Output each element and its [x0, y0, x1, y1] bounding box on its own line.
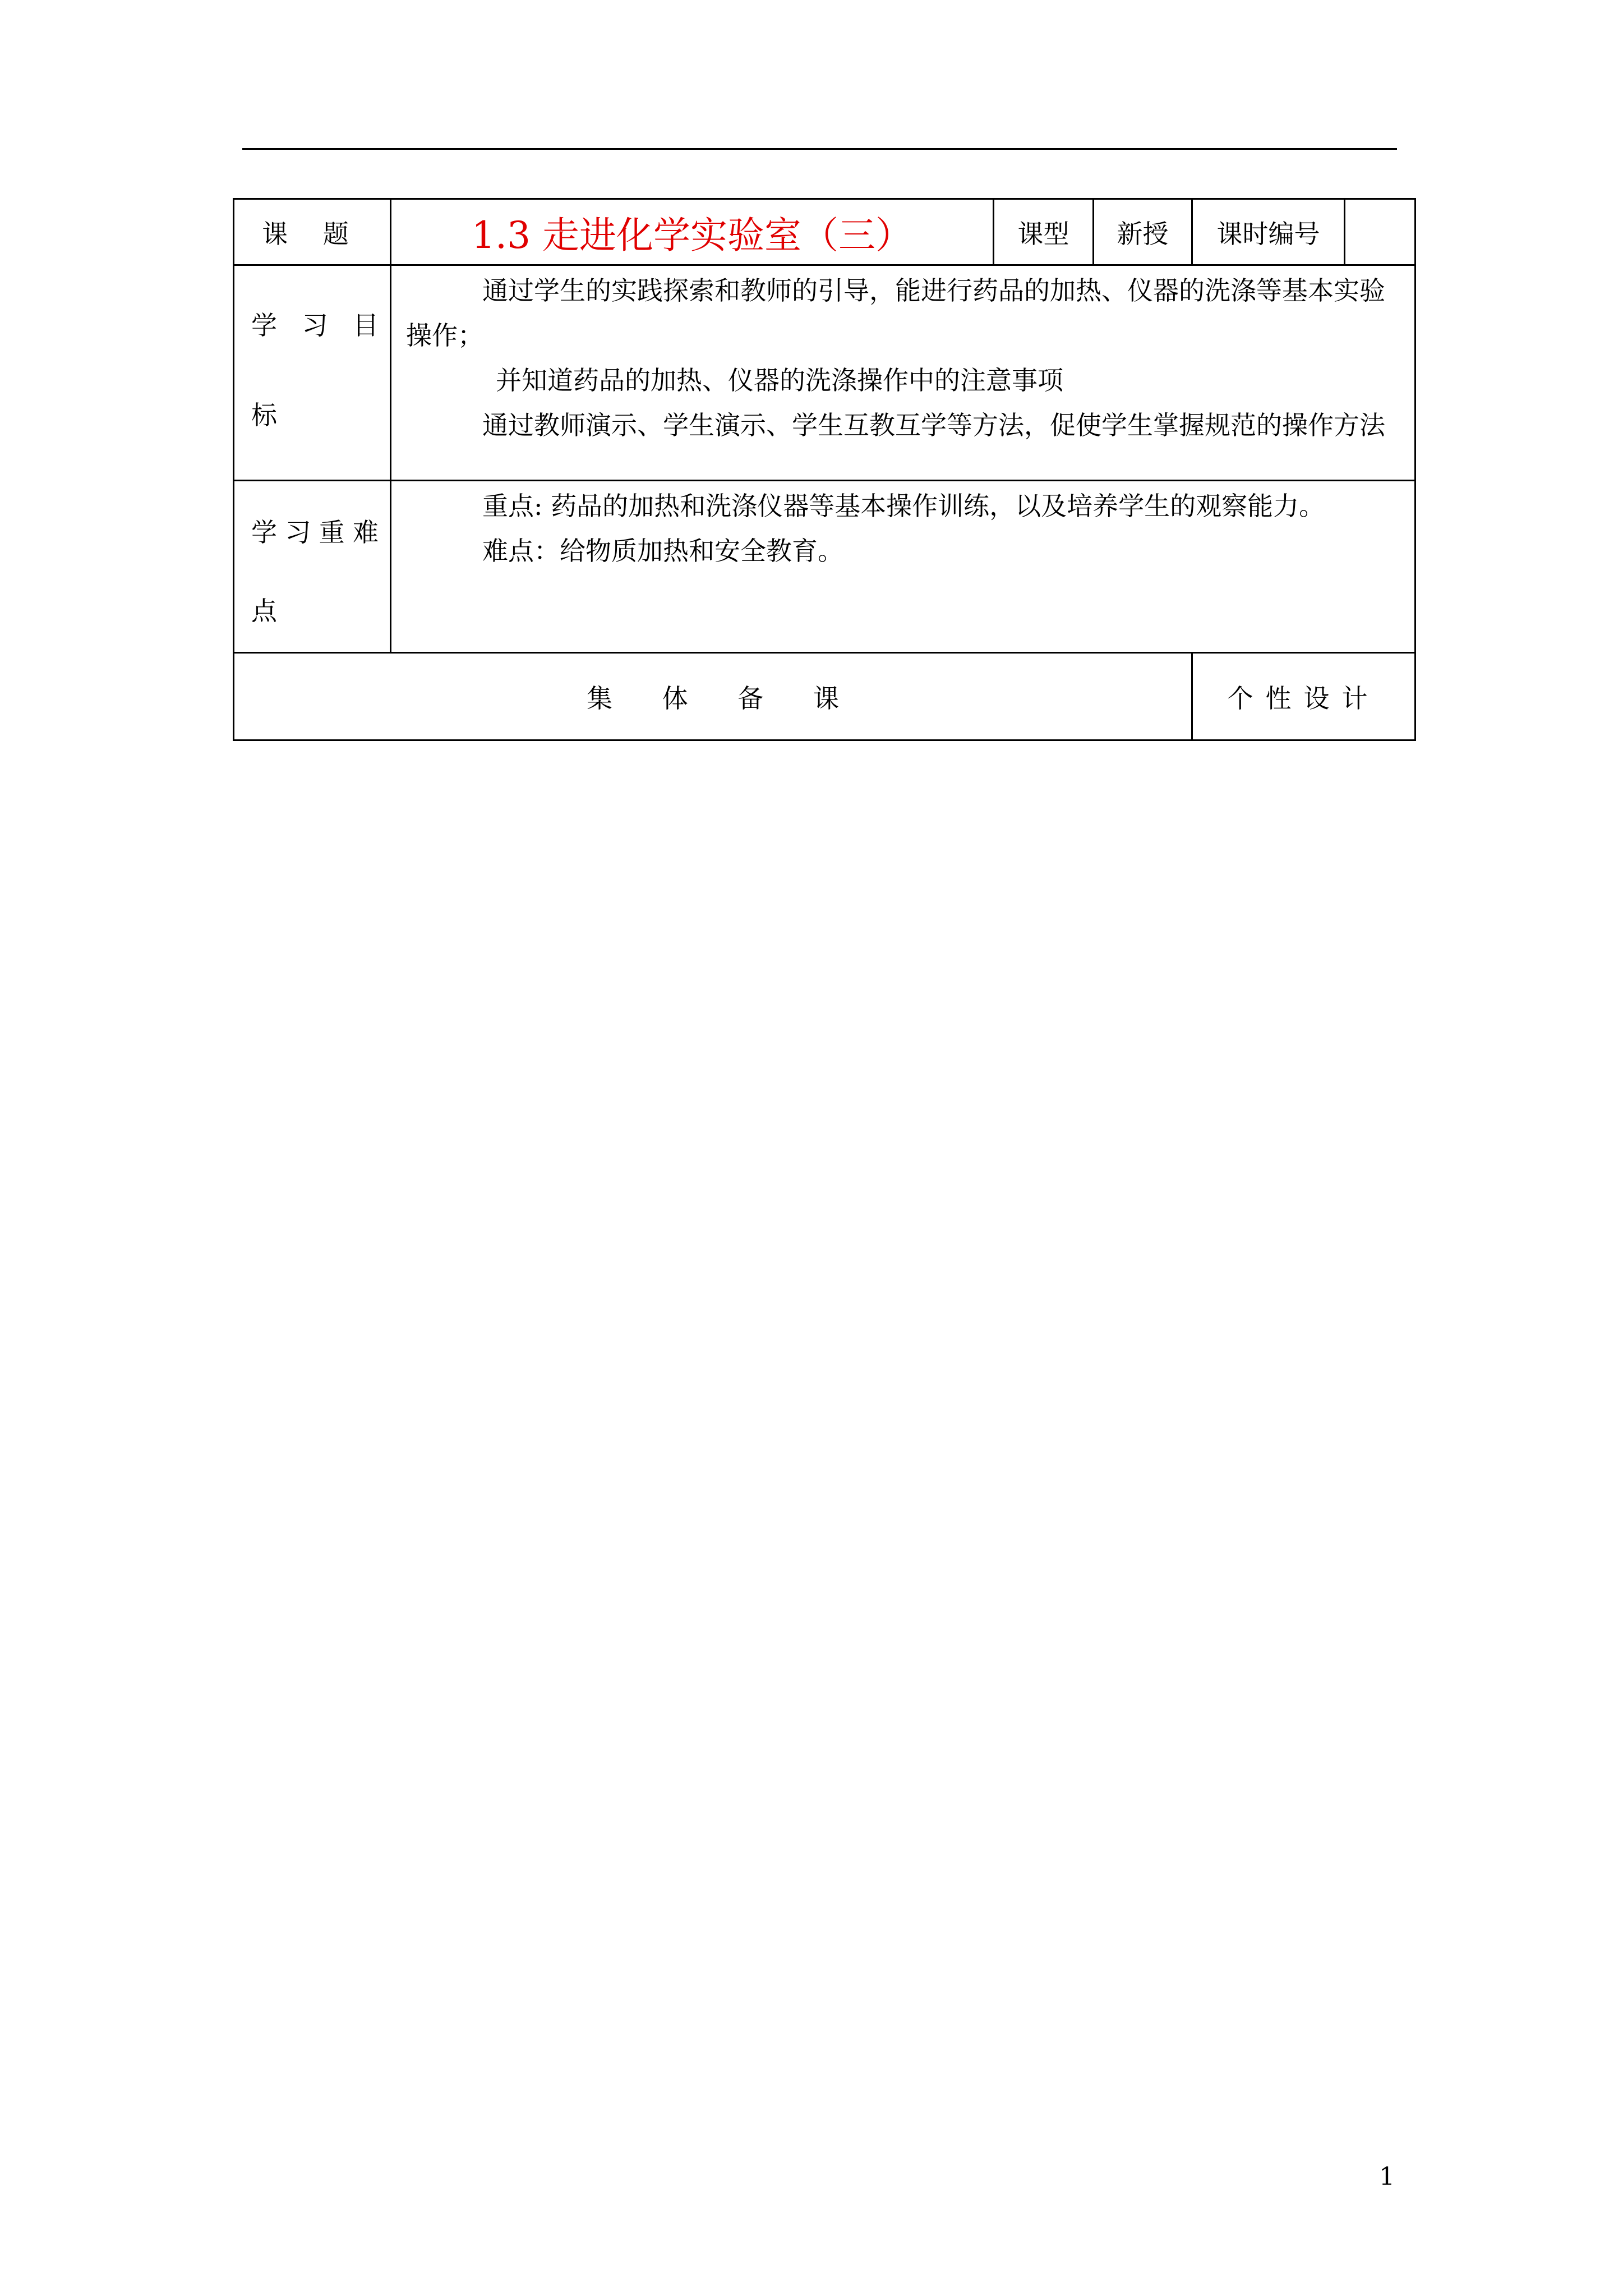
goals-label-char: 习 — [302, 310, 328, 341]
key-points-label-line2: 点 — [251, 596, 277, 626]
prep-char: 备 — [737, 683, 764, 714]
title-row — [234, 199, 1415, 265]
page-number: 1 — [1379, 2162, 1395, 2191]
lesson-plan-table — [233, 198, 1416, 741]
goal-item: 通过教师演示、学生演示、学生互教互学等方法，促使学生掌握规范的操作方法 — [482, 410, 1385, 440]
goals-label-char: 学 — [251, 310, 277, 341]
key-points-label — [234, 481, 391, 653]
title-label: 课 题 — [234, 199, 391, 265]
collective-preparation-header — [234, 653, 1192, 740]
goal-item: 并知道药品的加热、仪器的洗涤操作中的注意事项 — [496, 365, 1063, 395]
lesson-title: 1.3 走进化学实验室（三） — [391, 199, 994, 265]
lesson-number-value — [1345, 199, 1415, 265]
key-label-char: 难 — [352, 517, 379, 547]
prep-char: 集 — [587, 683, 613, 714]
prep-char: 体 — [662, 683, 688, 714]
type-value: 新授 — [1094, 199, 1192, 265]
goals-content — [391, 265, 1415, 481]
header-rule — [242, 148, 1397, 150]
key-label-char: 学 — [251, 517, 277, 547]
goals-row — [234, 265, 1415, 481]
type-label: 课型 — [994, 199, 1094, 265]
preparation-row — [234, 653, 1415, 740]
personal-design-header: 个性设计 — [1192, 653, 1415, 740]
key-label-char: 习 — [285, 517, 311, 547]
key-point-item: 重点: 药品的加热和洗涤仪器等基本操作训练，以及培养学生的观察能力。 — [482, 491, 1325, 521]
key-point-item: 难点：给物质加热和安全教育。 — [482, 536, 843, 566]
lesson-number-label: 课时编号 — [1192, 199, 1345, 265]
key-points-row — [234, 481, 1415, 653]
key-points-content — [391, 481, 1415, 653]
goals-label-line2: 标 — [251, 400, 277, 430]
goals-label-char: 目 — [353, 310, 379, 341]
goal-item: 通过学生的实践探索和教师的引导，能进行药品的加热、仪器的洗涤等基本实验操作； — [406, 275, 1385, 351]
goals-label — [234, 265, 391, 481]
prep-char: 课 — [813, 683, 839, 714]
key-label-char: 重 — [319, 517, 345, 547]
